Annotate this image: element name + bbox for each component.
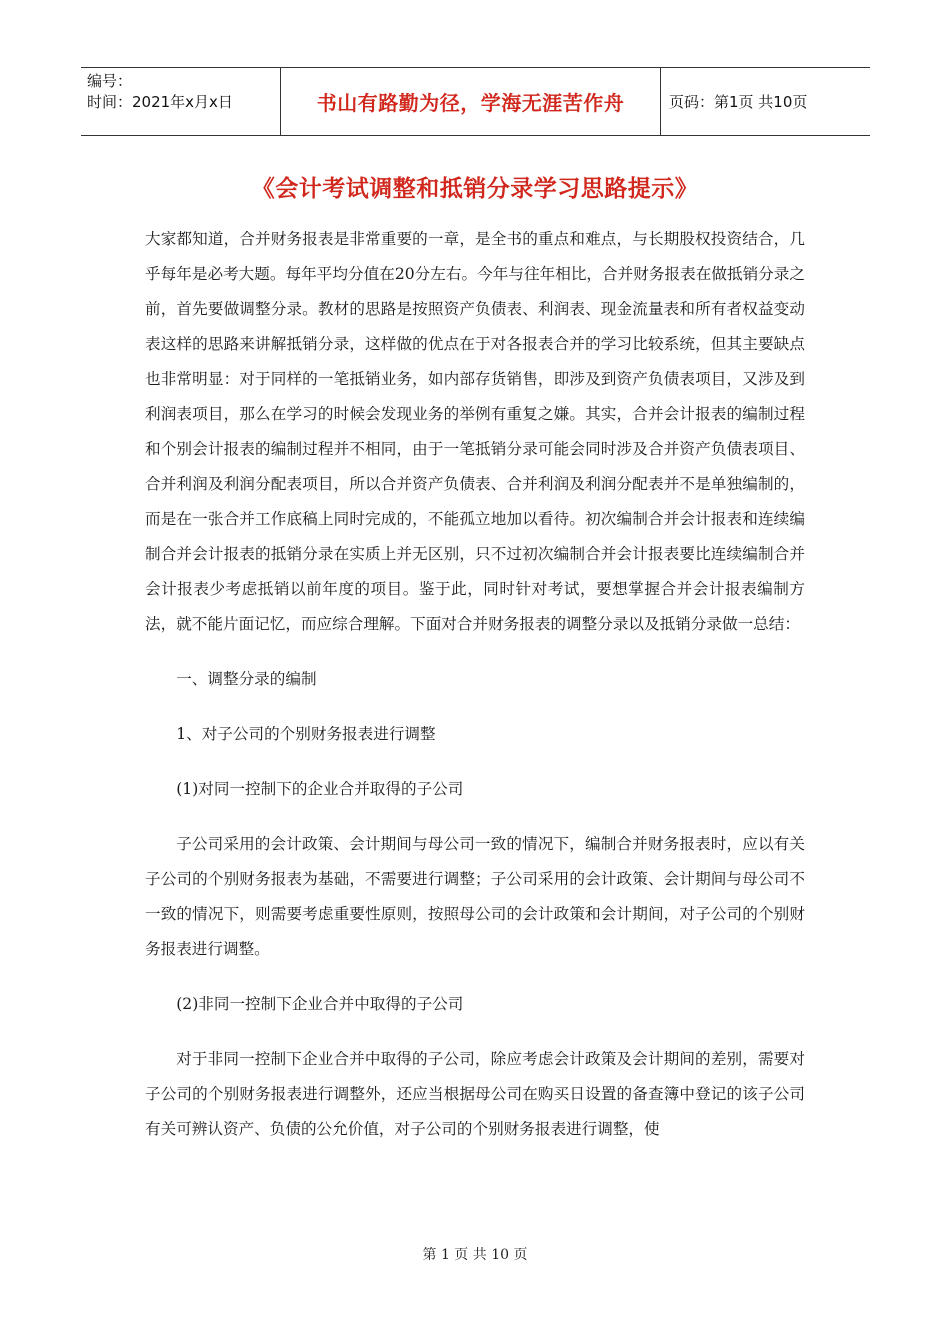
- header-motto: 书山有路勤为径，学海无涯苦作舟: [316, 91, 625, 115]
- section-heading-1: 一、调整分录的编制: [176, 670, 317, 688]
- item-heading-1: (1)对同一控制下的企业合并取得的子公司: [176, 780, 464, 798]
- time-label: 时间：2021年x月x日: [87, 93, 233, 111]
- header-motto-cell: [281, 68, 661, 135]
- item-heading-2: (2)非同一控制下企业合并中取得的子公司: [176, 995, 464, 1013]
- item-paragraph-1: 子公司采用的会计政策、会计期间与母公司一致的情况下，编制合并财务报表时，应以有关子公司的个别财务报表为基础，不需要进行调整；子公司采用的会计政策、会计期间与母公司不一致的情况下，则需要考虑重要性原则，按照母公司的会计政策和会计期间，对子公司的个别财务报表进行调整。: [145, 835, 805, 958]
- item-paragraph-2: 对于非同一控制下企业合并中取得的子公司，除应考虑会计政策及会计期间的差别，需要对子公司的个别财务报表进行调整外，还应当根据母公司在购买日设置的备查簿中登记的该子公司有关可辨认资产、负债的公允价值，对子公司的个别财务报表进行调整，使: [145, 1050, 805, 1138]
- header-page-info: 页码：第1页 共10页: [669, 93, 808, 111]
- intro-paragraph: 大家都知道，合并财务报表是非常重要的一章，是全书的重点和难点，与长期股权投资结合，几乎每年是必考大题。每年平均分值在20分左右。今年与往年相比，合并财务报表在做抵销分录之前，首先要做调整分录。教材的思路是按照资产负债表、利润表、现金流量表和所有者权益变动表这样的思路来讲解抵销分录，这样做的优点在于对各报表合并的学习比较系统，但其主要缺点也非常明显：对于同样的一笔抵销业务，如内部存货销售，即涉及到资产负债表项目，又涉及到利润表项目，那么在学习的时候会发现业务的举例有重复之嫌。其实，合并会计报表的编制过程和个别会计报表的编制过程并不相同，由于一笔抵销分录可能会同时涉及合并资产负债表项目、合并利润及利润分配表项目，所以合并资产负债表、合并利润及利润分配表并不是单独编制的，而是在一张合并工作底稿上同时完成的，不能孤立地加以看待。初次编制合并会计报表和连续编制合并会计报表的抵销分录在实质上并无区别，只不过初次编制合并会计报表要比连续编制合并会计报表少考虑抵销以前年度的项目。鉴于此，同时针对考试，要想掌握合并会计报表编制方法，就不能片面记忆，而应综合理解。下面对合并财务报表的调整分录以及抵销分录做一总结：: [145, 230, 805, 633]
- header-page-cell: [661, 68, 870, 135]
- header-table: [81, 67, 870, 136]
- document-title: 《会计考试调整和抵销分录学习思路提示》: [251, 176, 699, 202]
- number-label: 编号：: [87, 72, 133, 90]
- subsection-heading-1: 1、对子公司的个别财务报表进行调整: [176, 725, 436, 743]
- page-footer: 第 1 页 共 10 页: [422, 1247, 528, 1263]
- header-meta-cell: [81, 68, 281, 135]
- document-body: [145, 222, 805, 1147]
